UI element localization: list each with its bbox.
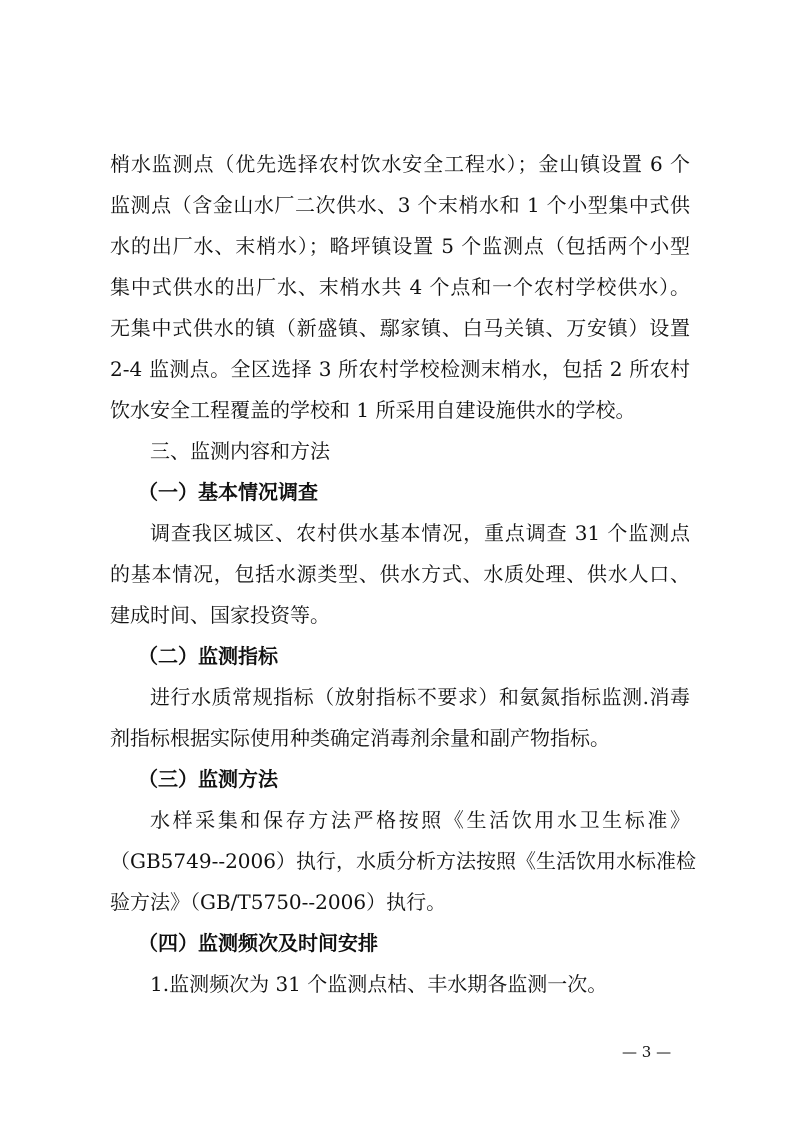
paragraph-line: 剂指标根据实际使用种类确定消毒剂余量和副产物指标。 <box>110 726 610 750</box>
paragraph-line: 监测点（含金山水厂二次供水、3 个末梢水和 1 个小型集中式供 <box>110 193 690 217</box>
paragraph-line: 的基本情况，包括水源类型、供水方式、水质处理、供水人口、 <box>110 562 690 586</box>
page-number: — 3 — <box>622 1043 672 1061</box>
paragraph-line: 集中式供水的出厂水、末梢水共 4 个点和一个农村学校供水）。 <box>110 275 690 299</box>
paragraph-line: 验方法》（GB/T5750--2006）执行。 <box>110 890 447 914</box>
paragraph-line: 梢水监测点（优先选择农村饮水安全工程水）；金山镇设置 6 个 <box>110 152 690 176</box>
paragraph-line: 2-4 监测点。全区选择 3 所农村学校检测末梢水，包括 2 所农村 <box>110 357 690 381</box>
subsection-heading: （二）监测指标 <box>138 644 278 668</box>
paragraph-line: 1.监测频次为 31 个监测点枯、丰水期各监测一次。 <box>150 972 608 996</box>
subsection-heading: （四）监测频次及时间安排 <box>138 931 378 955</box>
paragraph-line: 建成时间、国家投资等。 <box>110 603 330 627</box>
paragraph-line: 进行水质常规指标（放射指标不要求）和氨氮指标监测.消毒 <box>150 685 690 709</box>
paragraph-line: 无集中式供水的镇（新盛镇、鄢家镇、白马关镇、万安镇）设置 <box>110 316 690 340</box>
paragraph-line: 水样采集和保存方法严格按照《生活饮用水卫生标准》 <box>150 808 690 832</box>
subsection-heading: （三）监测方法 <box>138 767 278 791</box>
section-heading: 三、监测内容和方法 <box>150 439 330 463</box>
paragraph-line: 调查我区城区、农村供水基本情况，重点调查 31 个监测点 <box>150 521 690 545</box>
paragraph-line: （GB5749--2006）执行，水质分析方法按照《生活饮用水标准检 <box>110 849 696 873</box>
subsection-heading: （一）基本情况调查 <box>138 480 318 504</box>
paragraph-line: 水的出厂水、末梢水）；略坪镇设置 5 个监测点（包括两个小型 <box>110 234 690 258</box>
paragraph-line: 饮水安全工程覆盖的学校和 1 所采用自建设施供水的学校。 <box>110 398 636 422</box>
